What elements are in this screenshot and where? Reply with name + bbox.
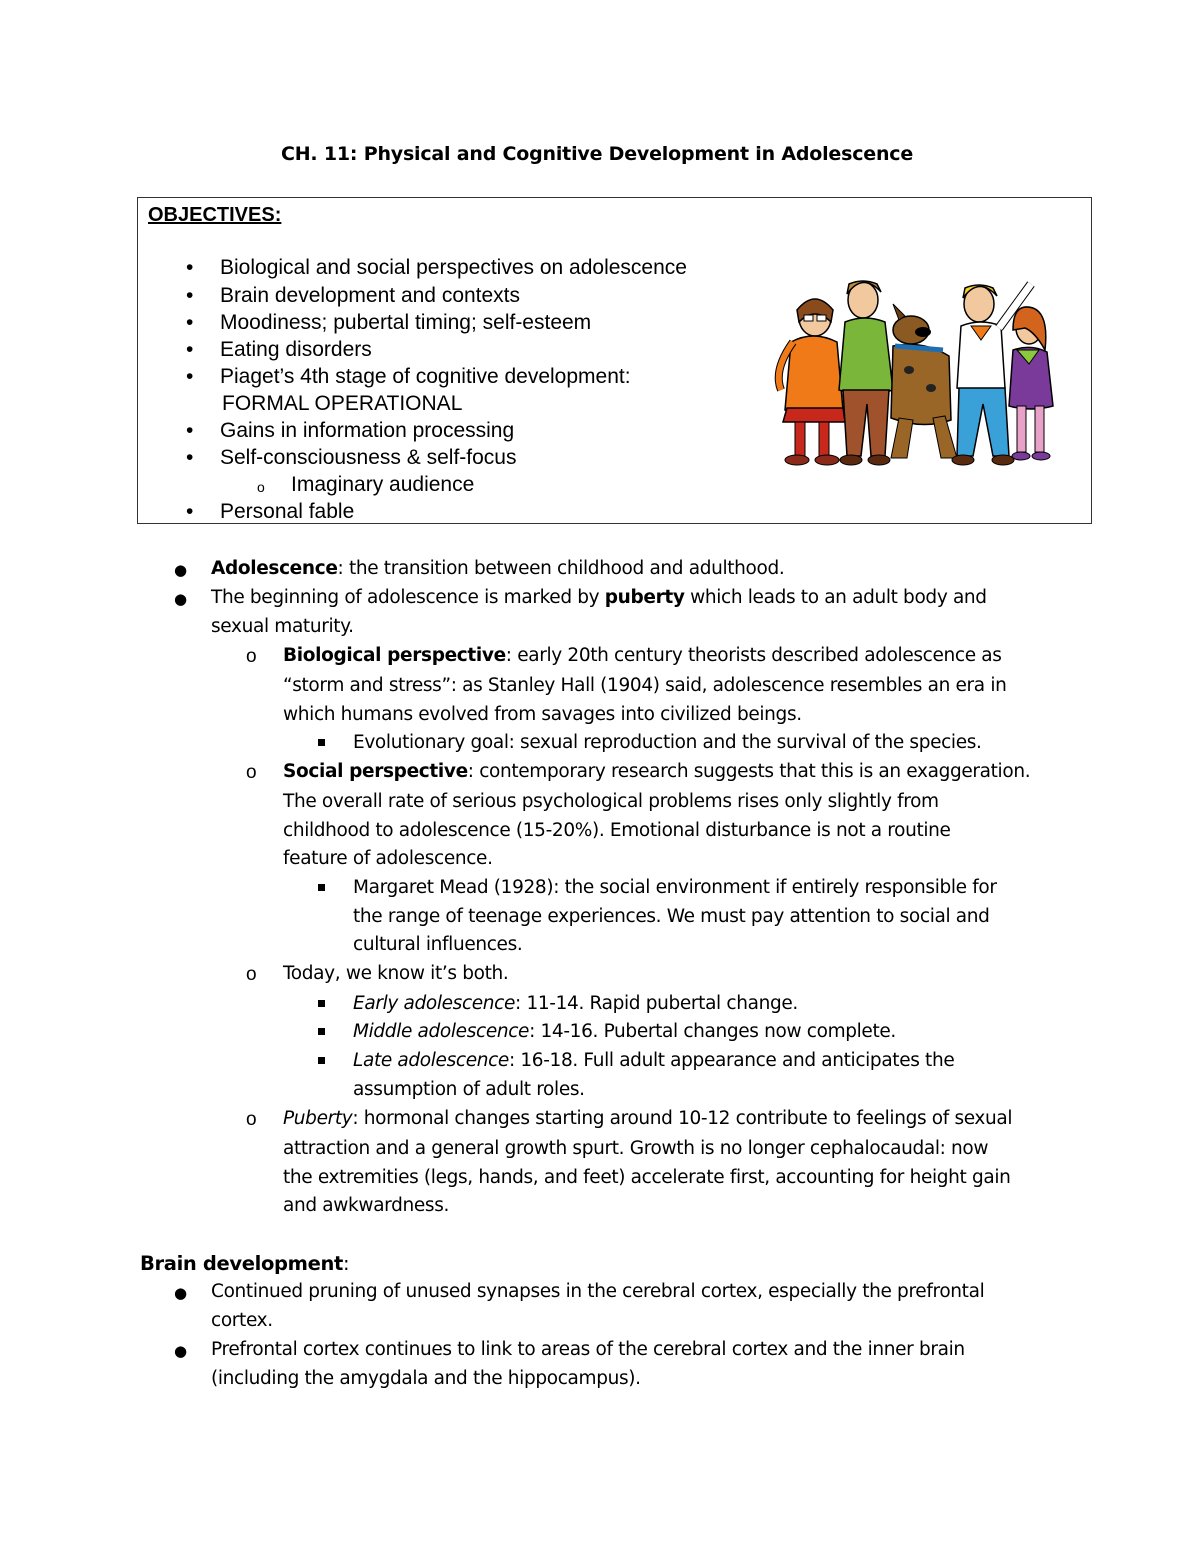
sub-item-continuation: the extremities (legs, hands, and feet) accelerate first, accounting for height gain [283,1167,1011,1188]
bullet-icon: ● [174,1284,187,1302]
bullet-icon: • [186,311,194,334]
page-title: CH. 11: Physical and Cognitive Development in Adolescence [280,143,914,165]
sub-sub-item: Middle adolescence: 14-16. Pubertal changes now complete. [353,1021,896,1042]
objective-item: • Piaget’s 4th stage of cognitive development: [186,365,631,388]
bullet-icon: • [186,256,194,279]
list-item: Adolescence: the transition between childhood and adulthood. [211,558,785,579]
bullet-icon: • [186,284,194,307]
bullet-icon: • [186,500,194,523]
sub-item: Social perspective: contemporary research suggests that this is an exaggeration. [283,761,1031,782]
objective-item: • Biological and social perspectives on adolescence [186,256,687,279]
circle-bullet-icon: o [246,646,257,667]
objective-item: • Eating disorders [186,338,372,361]
objectives-heading: OBJECTIVES: [148,204,282,226]
bullet-icon: • [186,419,194,442]
list-item-continuation: sexual maturity. [211,616,354,637]
objective-item: • Moodiness; pubertal timing; self-esteem [186,311,592,334]
list-item-continuation: cortex. [211,1310,273,1331]
circle-bullet-icon: o [246,1109,257,1130]
sub-item-continuation: and awkwardness. [283,1195,450,1216]
list-item: Prefrontal cortex continues to link to areas of the cerebral cortex and the inner brain [211,1339,965,1360]
sub-item-continuation: “storm and stress”: as Stanley Hall (1904) said, adolescence resembles an era in [283,675,1007,696]
sub-sub-item: Late adolescence: 16-18. Full adult appearance and anticipates the [353,1050,955,1071]
bullet-icon: • [186,446,194,469]
sub-item-continuation: The overall rate of serious psychological problems rises only slightly from [283,791,939,812]
circle-bullet-icon: o [246,762,257,783]
objective-item: • Personal fable [186,500,355,523]
bullet-icon: • [186,338,194,361]
sub-item-continuation: attraction and a general growth spurt. Growth is no longer cephalocaudal: now [283,1138,989,1159]
sub-sub-item-continuation: cultural influences. [353,934,523,955]
circle-bullet-icon: o [257,479,265,495]
bullet-icon: ● [174,561,187,579]
daphne-figure [1009,307,1053,460]
sub-item-continuation: feature of adolescence. [283,848,493,869]
cartoon-group-illustration [773,270,1063,480]
bullet-icon: • [186,365,194,388]
circle-bullet-icon: o [246,964,257,985]
shaggy-figure [839,281,893,465]
bullet-icon: ● [174,1342,187,1360]
objective-item: • Self-consciousness & self-focus [186,446,517,469]
sub-item-continuation: which humans evolved from savages into civilized beings. [283,704,802,725]
section-heading: Brain development: [140,1252,350,1275]
sub-sub-item-continuation: assumption of adult roles. [353,1079,585,1100]
sub-item-continuation: childhood to adolescence (15-20%). Emotional disturbance is not a routine [283,820,951,841]
sub-item: Biological perspective: early 20th century theorists described adolescence as [283,645,1002,666]
bullet-icon: ● [174,590,187,608]
square-bullet-icon [318,1000,325,1007]
objective-subitem: o Imaginary audience [291,471,474,498]
square-bullet-icon [318,884,325,891]
sub-sub-item: Early adolescence: 11-14. Rapid pubertal change. [353,993,798,1014]
square-bullet-icon [318,1057,325,1064]
scooby-figure [891,304,957,458]
square-bullet-icon [318,1028,325,1035]
sub-sub-item: Evolutionary goal: sexual reproduction and the survival of the species. [353,732,982,753]
square-bullet-icon [318,739,325,746]
list-item-continuation: (including the amygdala and the hippocampus). [211,1368,641,1389]
list-item: Continued pruning of unused synapses in the cerebral cortex, especially the prefrontal [211,1281,985,1302]
sub-sub-item-continuation: the range of teenage experiences. We must pay attention to social and [353,906,990,927]
velma-figure [779,299,845,465]
objective-item: • Brain development and contexts [186,284,521,307]
sub-item: Puberty: hormonal changes starting around 10-12 contribute to feelings of sexual [283,1108,1013,1129]
list-item: The beginning of adolescence is marked by puberty which leads to an adult body and [211,587,987,608]
objectives-box [137,197,1092,524]
sub-item: Today, we know it’s both. [283,963,509,984]
sub-sub-item: Margaret Mead (1928): the social environment if entirely responsible for [353,877,997,898]
objective-item-continuation: FORMAL OPERATIONAL [222,392,463,415]
objective-item: • Gains in information processing [186,419,515,442]
